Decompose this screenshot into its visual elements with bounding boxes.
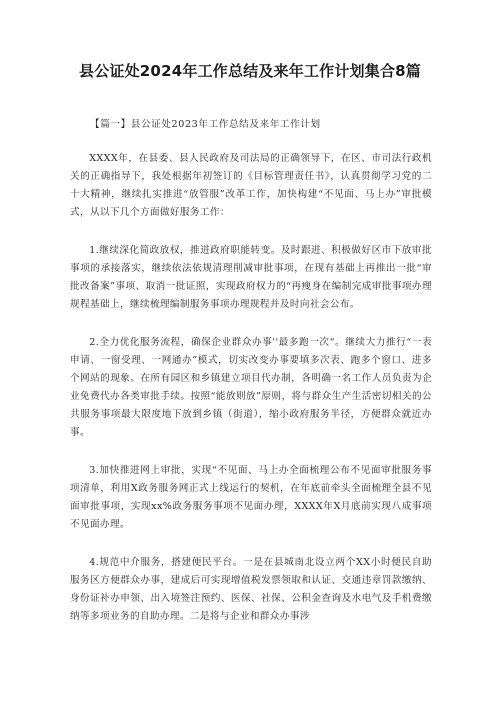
section-heading: 【篇一】县公证处2023年工作总结及来年工作计划 [90, 119, 321, 130]
paragraph-intro: XXXX年，在县委、县人民政府及司法局的正确领导下，在区、市司法行政机关的正确指导下，我处根据年初签订的《目标管理责任书》，认真贯彻学习党的二十大精神，继续扎实推进“放管服”改革工作，加快构建“不见面、马上办”审批模式，从以下几个方面做好服务工作： [70, 153, 432, 218]
paragraph-2: 2.全力优化服务流程，确保企业群众办事''最多跑一次“。继续大力推行“一表申请、一窗受理、一网通办”模式，切实改变办事要填多次表、跑多个窗口、进多个网站的现象。在所有园区和乡镇建立项目代办制，各明确一名工作人员负责为企业免费代办各类审批手续。按照“能放则放”原则，将与群众生产生活密切相关的公共服务事项最大限度地下放到乡镇（街道），缩小政府服务半径，方便群众就近办事。 [70, 337, 432, 438]
paragraph-1: 1.继续深化简政放权，推进政府职能转变。及时跟进、积极做好区市下放审批事项的承接落实，继续依法依规清理削减审批事项，在现有基础上再推出一批“审批改备案”事项、取消一批证照，实现政府权力的“再瘦身在编制完成审批事项办理规程基础上，继续梳理编制服务事项办理规程并及时向社会公布。 [70, 245, 432, 310]
page-title: 县公证处2024年工作总结及来年工作计划集合8篇 [79, 62, 421, 80]
paragraph-3: 3.加快推进网上审批，实现“不见面、马上办全面梳理公布不见面审批服务事项清单，利用X政务服务网正式上线运行的契机，在年底前牵头全面梳理全县不见面审批事项，实现xx%政务服务事项不见面办理，XXXX年X月底前实现八成事项不见面办理。 [70, 465, 432, 530]
paragraph-4: 4.规范中介服务，搭建便民平台。一是在县城南北设立两个XX小时便民自助服务区方便群众办事，建成后可实现增值税发票领取和认证、交通违章罚款缴纳、身份证补办申领、出入境签注预约、医保、社保、公积金查询及水电气及手机费缴纳等多项业务的自助办理。二是将与企业和群众办事涉 [70, 557, 432, 622]
article-body [70, 116, 432, 626]
